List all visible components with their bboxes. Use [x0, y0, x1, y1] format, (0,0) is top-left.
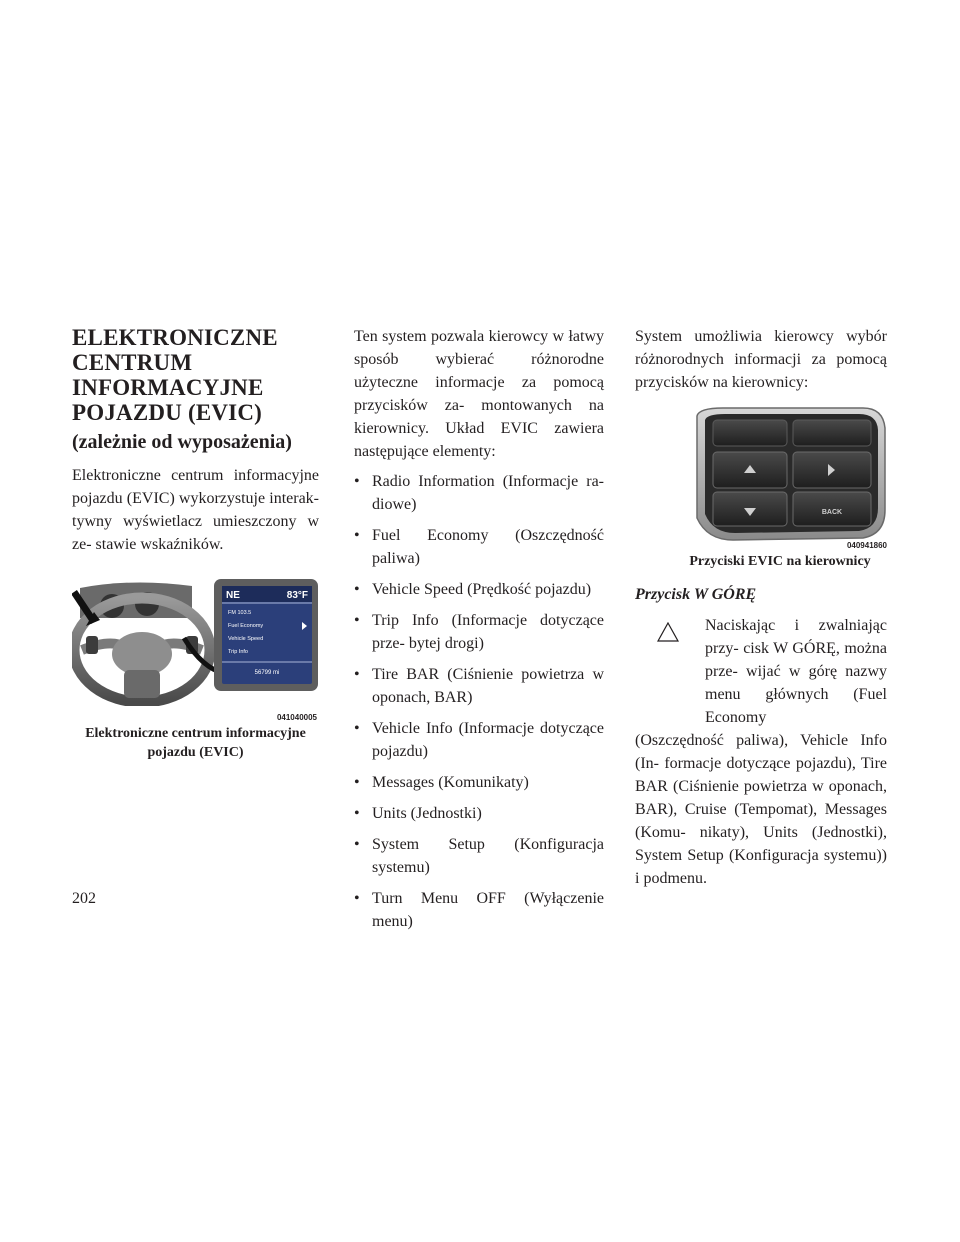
bullet: • [354, 527, 360, 544]
intro-paragraph: System umożliwia kierowcy wybór różnorodnych informacji za pomocą przycisków na kierownicy: [635, 328, 887, 391]
list-item-text: Radio Information (Informacje ra- diowe) [372, 473, 604, 513]
list-item-text: Turn Menu OFF (Wyłączenie menu) [372, 890, 604, 930]
figure-caption: Przyciski EVIC na kierownicy [689, 554, 871, 569]
list-item-text: Tire BAR (Ciśnienie powietrza w oponach, BAR) [372, 666, 604, 706]
bullet: • [354, 612, 360, 629]
display-item: FM 103.5 [228, 610, 252, 616]
figure-code: 040941860 [846, 541, 887, 550]
list-item-text: Fuel Economy (Oszczędność paliwa) [372, 527, 604, 567]
section-subheading: (zależnie od wyposażenia) [72, 431, 292, 453]
list-item-text: Messages (Komunikaty) [372, 774, 529, 791]
display-odometer: 56799 mi [254, 670, 280, 676]
display-heading-left: NE [226, 590, 240, 601]
list-item [354, 802, 604, 825]
evic-figure [72, 578, 319, 722]
page-number: 202 [72, 890, 96, 907]
display-item: Vehicle Speed [228, 636, 264, 642]
bullet: • [354, 836, 360, 853]
list-item [354, 717, 604, 763]
heading-line: POJAZDU (EVIC) [72, 400, 262, 425]
bullet: • [354, 805, 360, 822]
bullet: • [354, 774, 360, 791]
display-item: Fuel Economy [228, 623, 264, 629]
list-item-text: Vehicle Speed (Prędkość pojazdu) [372, 581, 592, 598]
bullet: • [354, 890, 360, 907]
display-item: Trip Info [228, 649, 248, 655]
bullet: • [354, 666, 360, 683]
heading-line: INFORMACYJNE [72, 375, 264, 400]
column-right [635, 325, 887, 890]
bullet: • [354, 720, 360, 737]
list-item-text: Units (Jednostki) [372, 805, 482, 822]
figure-caption [72, 724, 319, 762]
back-button-label: BACK [821, 509, 843, 516]
bullet: • [354, 581, 360, 598]
list-item [354, 578, 604, 601]
intro-paragraph: Ten system pozwala kierowcy w łatwy sposób wybierać różnorodne użyteczne informacje za pomocą przycisków za- montowanych na kierownicy. Układ EVIC zawiera następujące elementy: [354, 328, 604, 460]
bullet: • [354, 473, 360, 490]
caption-line: Elektroniczne centrum informacyjne [85, 726, 306, 741]
list-item [354, 524, 604, 570]
heading-line: CENTRUM [72, 350, 193, 375]
steering-buttons-illustration [683, 406, 887, 544]
intro-paragraph: Elektroniczne centrum informacyjne pojazdu (EVIC) wykorzystuje interak- tywny wyświetlacz umieszczony w ze- stawie wskaźników. [72, 467, 319, 553]
steering-wheel-illustration [72, 578, 319, 706]
continued-paragraph: (Oszczędność paliwa), Vehicle Info (In- formacje dotyczące pojazdu), Tire BAR (Ciśnienie powietrza w oponach, BAR), Cruise (Tempomat), Messages (Komu- nikaty), Units (Jednostki), System Setup (Konfiguracja systemu)) i podmenu. [635, 732, 887, 887]
list-item [354, 470, 604, 516]
caption-line: pojazdu (EVIC) [147, 745, 244, 760]
list-item [354, 833, 604, 879]
figure-code: 041040005 [276, 713, 317, 722]
section-label: Przycisk W GÓRĘ [635, 586, 757, 603]
list-item [354, 887, 604, 933]
section-heading [72, 325, 319, 425]
feature-list [354, 470, 604, 933]
indented-paragraph: Naciskając i zwalniając przy- cisk W GÓRĘ, można prze- wijać w górę nazwy menu głównych (Fuel Economy [705, 617, 887, 726]
column-middle [354, 325, 604, 941]
evic-buttons-figure [683, 406, 887, 550]
up-button-description [635, 614, 887, 729]
list-item-text: System Setup (Konfiguracja systemu) [372, 836, 604, 876]
list-item [354, 771, 604, 794]
list-item-text: Trip Info (Informacje dotyczące prze- bytej drogi) [372, 612, 604, 652]
heading-line: ELEKTRONICZNE [72, 325, 278, 350]
list-item [354, 663, 604, 709]
up-button-icon [657, 622, 679, 642]
list-item [354, 609, 604, 655]
display-heading-right: 83°F [286, 590, 308, 601]
column-left [72, 325, 319, 762]
list-item-text: Vehicle Info (Informacje dotyczące pojazdu) [372, 720, 604, 760]
